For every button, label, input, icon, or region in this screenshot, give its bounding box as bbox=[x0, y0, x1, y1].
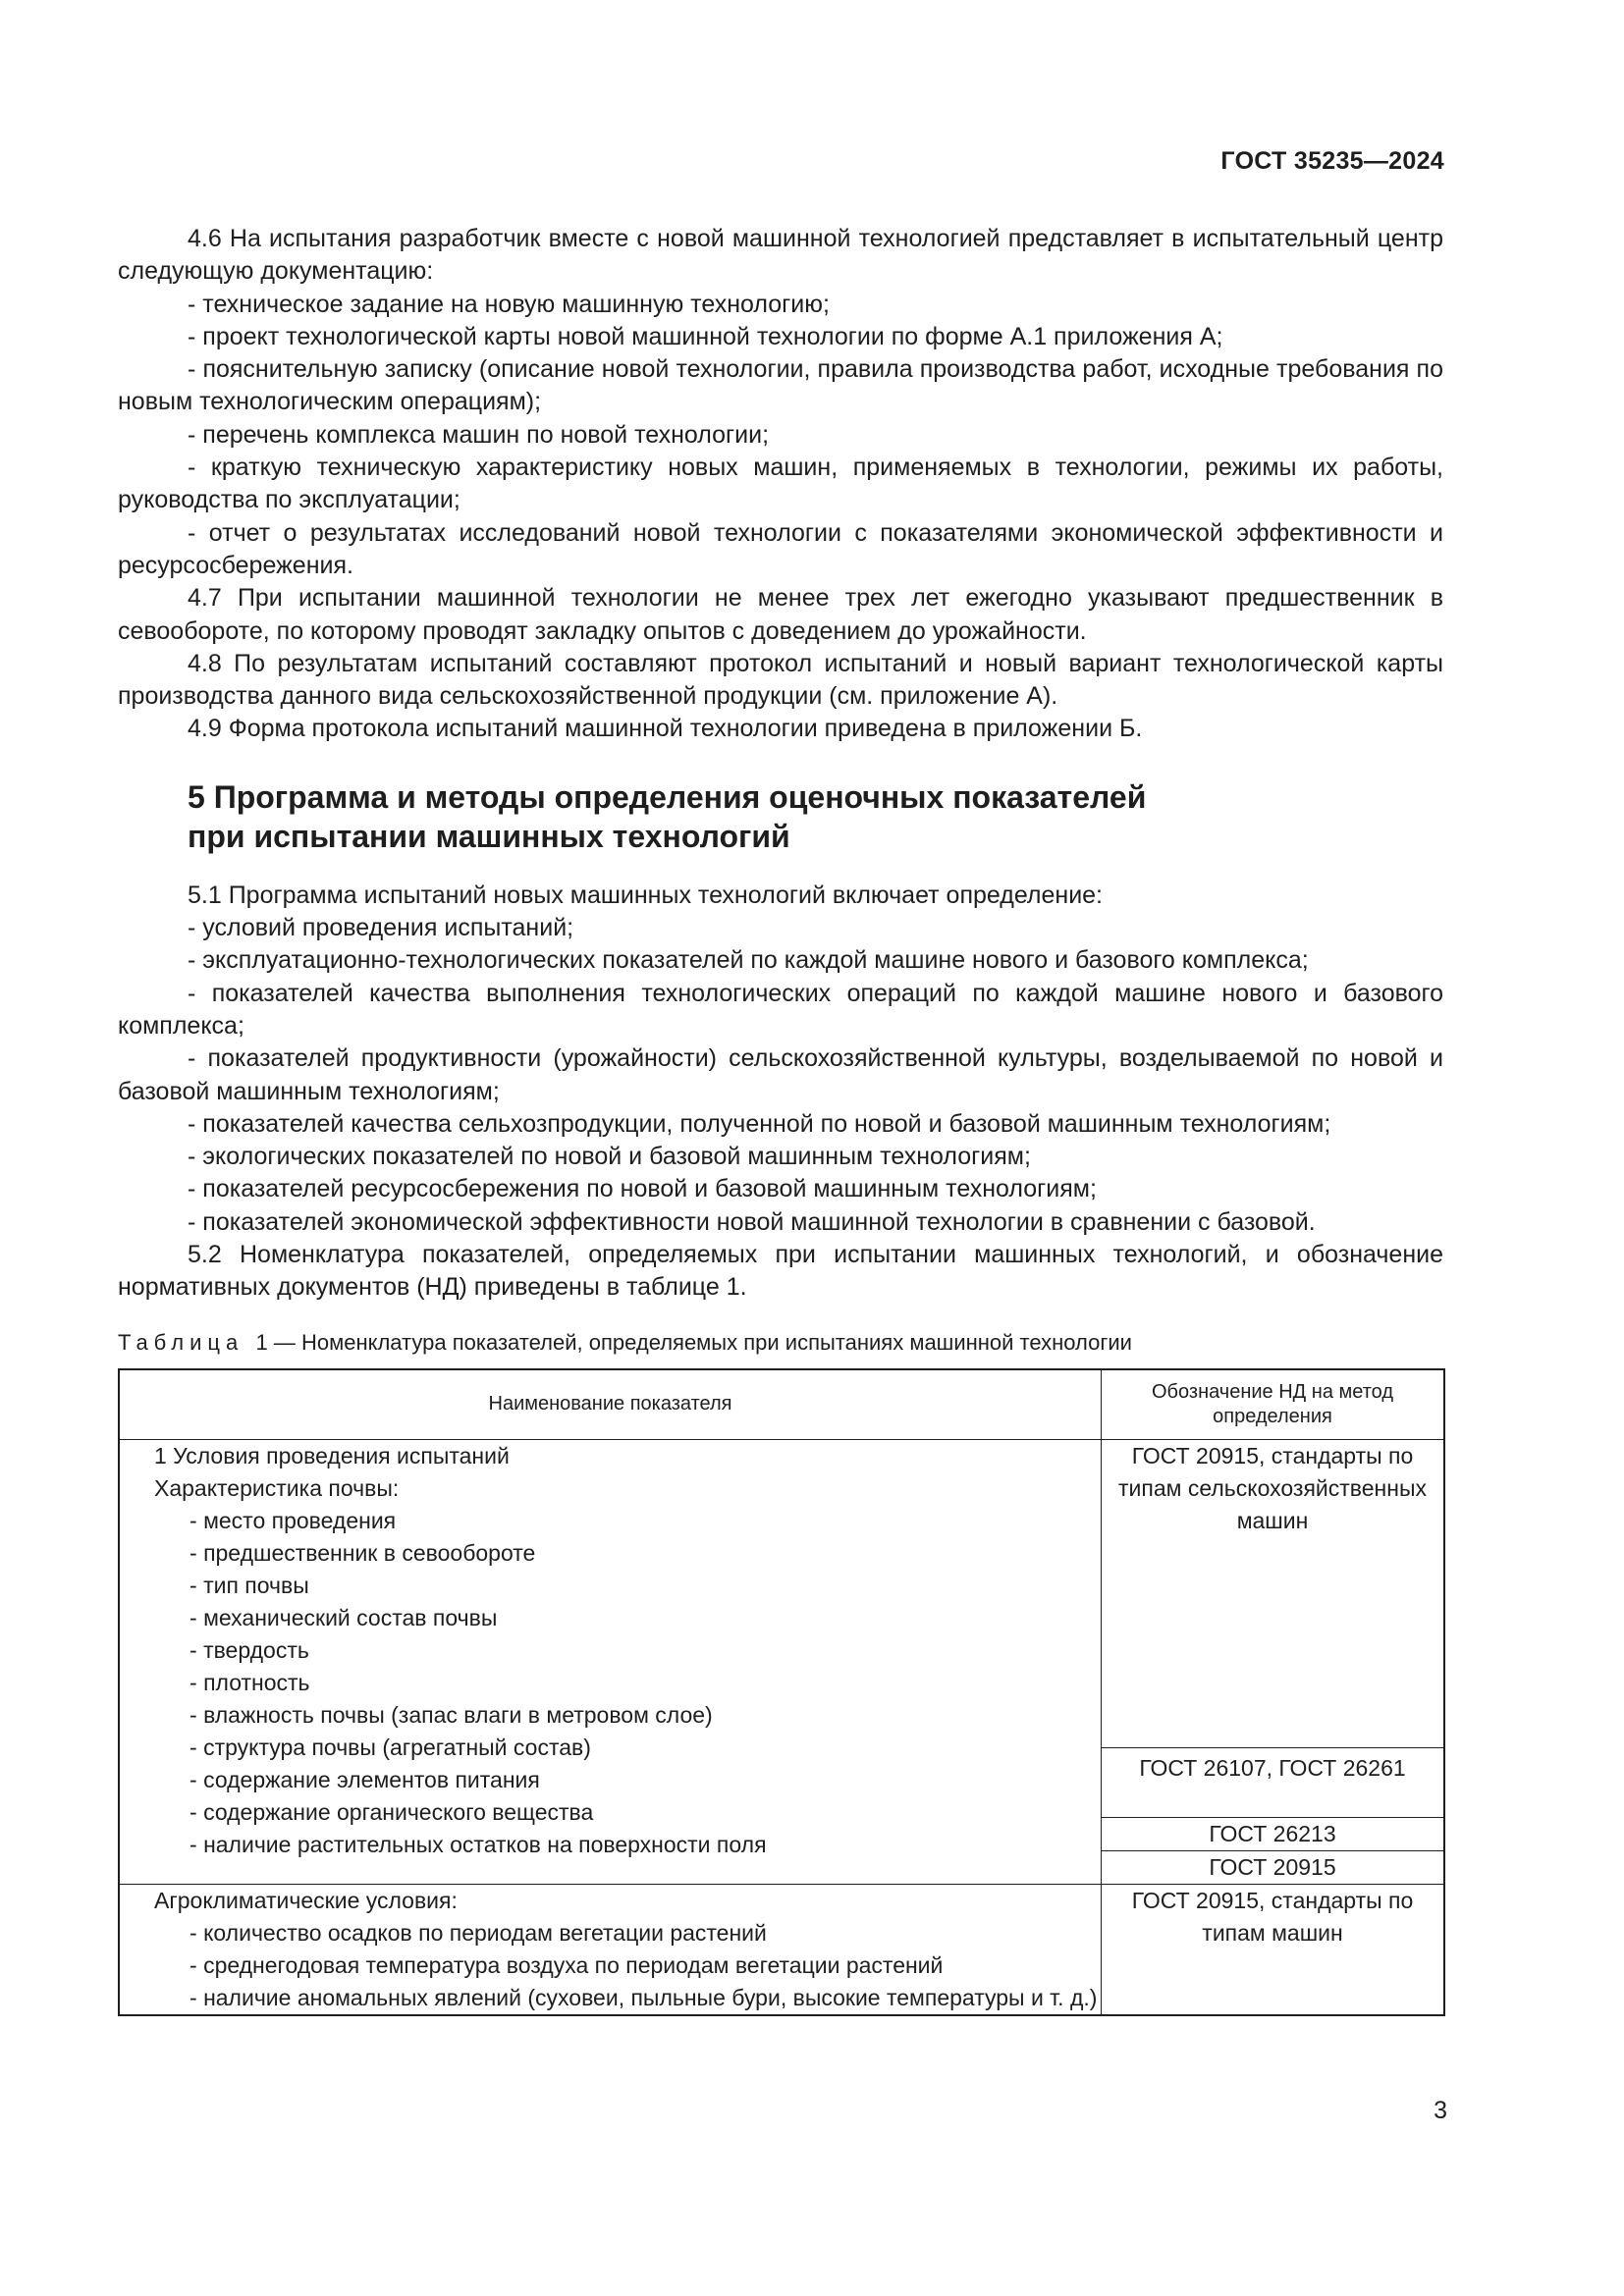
table-list-item: - влажность почвы (запас влаги в метровом слое) bbox=[120, 1699, 1101, 1732]
agroclimatic-conditions-cell bbox=[119, 1884, 1102, 2015]
list-item: - пояснительную записку (описание новой технологии, правила производства работ, исходные требования по новым технологическим операциям); bbox=[118, 353, 1443, 419]
nd-cell: ГОСТ 20915 bbox=[1102, 1850, 1445, 1884]
nd-cell: ГОСТ 20915, стандарты по типам сельскохозяйственных машин bbox=[1102, 1439, 1445, 1747]
list-item: - показателей продуктивности (урожайности) сельскохозяйственной культуры, возделываемой по новой и базовой машинным технологиям; bbox=[118, 1042, 1443, 1108]
table-list-item: - твердость bbox=[120, 1634, 1101, 1667]
paragraph-4-9: 4.9 Форма протокола испытаний машинной технологии приведена в приложении Б. bbox=[188, 715, 1143, 743]
nd-cell: ГОСТ 20915, стандарты по типам машин bbox=[1102, 1884, 1445, 2015]
table-caption bbox=[118, 1328, 1443, 1358]
paragraph-5-2: 5.2 Номенклатура показателей, определяемых при испытании машинных технологий, и обозначение нормативных документов (НД) приведены в таблице 1. bbox=[118, 1241, 1443, 1302]
table-list-item: - место проведения bbox=[120, 1505, 1101, 1537]
table-list-item: - содержание элементов питания bbox=[120, 1764, 1101, 1796]
table-list-item: - наличие аномальных явлений (суховеи, пыльные бури, высокие температуры и т. д.) bbox=[120, 1982, 1101, 2014]
paragraph-4-7: 4.7 При испытании машинной технологии не менее трех лет ежегодно указывают предшественник в севообороте, по которому проводят закладку опытов с доведением до урожайности. bbox=[118, 584, 1443, 645]
list-item: - показателей ресурсосбережения по новой и базовой машинным технологиям; bbox=[118, 1173, 1443, 1205]
nd-cell: ГОСТ 26107, ГОСТ 26261 bbox=[1102, 1747, 1445, 1817]
page-number: 3 bbox=[1434, 2097, 1447, 2124]
paragraph-4-8: 4.8 По результатам испытаний составляют протокол испытаний и новый вариант технологической карты производства данного вида сельскохозяйственной продукции (см. приложение А). bbox=[118, 649, 1443, 711]
table-list-item: - тип почвы bbox=[120, 1570, 1101, 1602]
table-list-item: - механический состав почвы bbox=[120, 1602, 1101, 1634]
section-title-line: 5 Программа и методы определения оценочных показателей bbox=[188, 778, 1147, 815]
paragraph-5-1: 5.1 Программа испытаний новых машинных технологий включает определение: bbox=[188, 881, 1104, 909]
table-row bbox=[119, 1884, 1444, 2015]
list-item: - условий проведения испытаний; bbox=[118, 912, 1443, 944]
list-item: - краткую техническую характеристику новых машин, применяемых в технологии, режимы их работы, руководства по эксплуатации; bbox=[118, 452, 1443, 517]
list-item: - техническое задание на новую машинную технологию; bbox=[118, 289, 1443, 321]
table-row bbox=[119, 1439, 1444, 1747]
table-list-item: - количество осадков по периодам вегетации растений bbox=[120, 1917, 1101, 1949]
list-item: - отчет о результатах исследований новой технологии с показателями экономической эффективности и ресурсосбережения. bbox=[118, 517, 1443, 583]
list-item: - эксплуатационно-технологических показателей по каждой машине нового и базового комплекса; bbox=[118, 944, 1443, 977]
list-item: - показателей качества сельхозпродукции, полученной по новой и базовой машинным технологиям; bbox=[118, 1108, 1443, 1141]
soil-conditions-cell bbox=[119, 1439, 1102, 1884]
table-header-row bbox=[119, 1369, 1444, 1440]
list-item: - проект технологической карты новой машинной технологии по форме А.1 приложения А; bbox=[118, 321, 1443, 353]
table-list-item: - предшественник в севообороте bbox=[120, 1537, 1101, 1570]
section-5-title bbox=[188, 777, 1443, 856]
column-header-nd: Обозначение НД на метод определения bbox=[1102, 1369, 1445, 1440]
table-list-item: - структура почвы (агрегатный состав) bbox=[120, 1732, 1101, 1764]
indicators-table bbox=[118, 1368, 1445, 2016]
group-subheading: Агроклиматические условия: bbox=[154, 1887, 458, 1913]
page-content bbox=[118, 223, 1443, 2016]
table-list-item: - содержание органического вещества bbox=[120, 1796, 1101, 1829]
group-subheading: Характеристика почвы: bbox=[154, 1474, 400, 1501]
table-list-item: - плотность bbox=[120, 1667, 1101, 1699]
list-item: - показателей экономической эффективности новой машинной технологии в сравнении с базовой. bbox=[118, 1206, 1443, 1239]
nd-cell: ГОСТ 26213 bbox=[1102, 1817, 1445, 1850]
paragraph-4-6: 4.6 На испытания разработчик вместе с новой машинной технологией представляет в испытательный центр следующую документацию: bbox=[118, 225, 1443, 286]
list-item: - экологических показателей по новой и базовой машинным технологиям; bbox=[118, 1141, 1443, 1173]
group-heading: 1 Условия проведения испытаний bbox=[154, 1442, 510, 1468]
section-title-line: при испытании машинных технологий bbox=[188, 818, 790, 854]
list-item: - перечень комплекса машин по новой технологии; bbox=[118, 419, 1443, 452]
document-designation: ГОСТ 35235—2024 bbox=[1220, 147, 1444, 175]
list-item: - показателей качества выполнения технологических операций по каждой машине нового и базового комплекса; bbox=[118, 978, 1443, 1043]
table-list-item: - наличие растительных остатков на поверхности поля bbox=[120, 1829, 1101, 1861]
table-list-item: - среднегодовая температура воздуха по периодам вегетации растений bbox=[120, 1949, 1101, 1982]
table-caption-word: Таблица bbox=[118, 1329, 244, 1355]
table-caption-text: 1 — Номенклатура показателей, определяемых при испытаниях машинной технологии bbox=[255, 1329, 1132, 1355]
column-header-name: Наименование показателя bbox=[119, 1369, 1102, 1440]
